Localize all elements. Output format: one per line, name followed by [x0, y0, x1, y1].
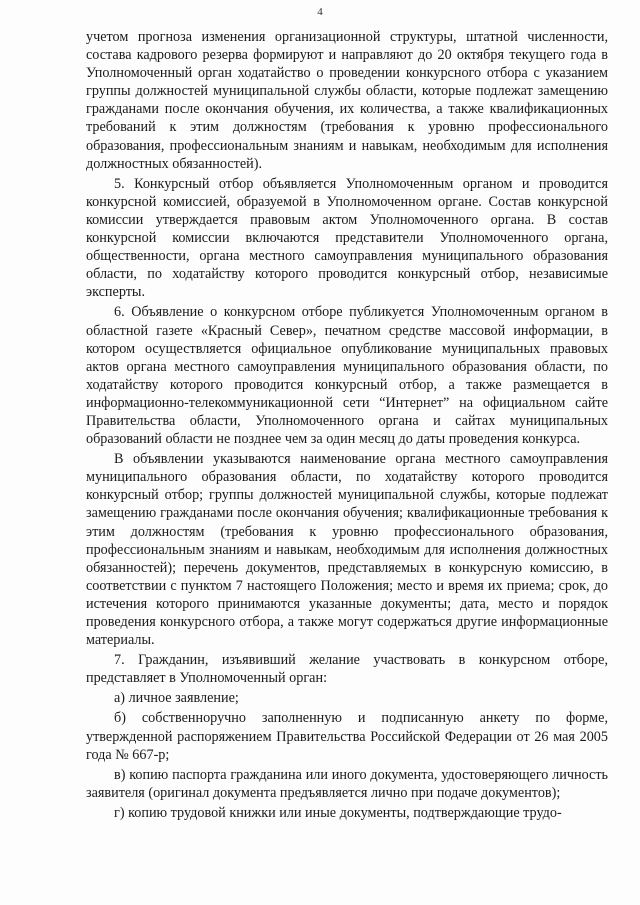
document-body — [86, 28, 608, 822]
list-item-b: б) собственноручно заполненную и подписанную анкету по форме, утвержденной распоряжением Правительства Российской Федерации от 26 мая 2005 года № 667-р; — [86, 710, 608, 763]
list-item-v: в) копию паспорта гражданина или иного документа, удостоверяющего личность заявителя (оригинал документа предъявляется лично при подаче документов); — [86, 766, 608, 801]
paragraph-continuation: учетом прогноза изменения организационной структуры, штатной численности, состава кадрового резерва формируют и направляют до 20 октября текущего года в Уполномоченный орган ходатайство о проведении конкурсного отбора с указанием группы должностей муниципальной службы области, которые подлежат замещению гражданами после окончания обучения, их количества, а также квалификационных требований к этим должностям (требования к уровню профессионального образования, профессиональным знаниям и навыкам, необходимым для исполнения должностных обязанностей). — [86, 29, 608, 172]
paragraph-item-5: 5. Конкурсный отбор объявляется Уполномоченным органом и проводится конкурсной комиссией, образуемой в Уполномоченном органе. Состав конкурсной комиссии утверждается правовым актом Уполномоченного органа. В состав конкурсной комиссии включаются представители Уполномоченного органа, общественности, органа местного самоуправления муниципального образования области, по ходатайству которого проводится конкурсный отбор, независимые эксперты. — [86, 175, 608, 301]
list-item-a: а) личное заявление; — [114, 690, 239, 707]
paragraph-announcement-contents: В объявлении указываются наименование органа местного самоуправления муниципального образования области, по ходатайству которого проводится конкурсный отбор; группы должностей муниципальной службы, которые подлежат замещению гражданами после окончания обучения; квалификационные требования к этим должностям (требования к уровню профессионального образования, профессиональным знаниям и навыкам, необходимым для исполнения должностных обязанностей); перечень документов, представляемых в конкурсную комиссию, в соответствии с пунктом 7 настоящего Положения; место и время их приема; срок, до истечения которого принимаются указанные документы; дата, место и порядок проведения конкурсного отбора, а также могут содержаться другие информационные материалы. — [86, 451, 608, 649]
list-item-g: г) копию трудовой книжки или иные документы, подтверждающие трудо- — [114, 804, 562, 821]
page-number: 4 — [317, 6, 323, 18]
paragraph-item-6: 6. Объявление о конкурсном отборе публикуется Уполномоченным органом в областной газете «Красный Север», печатном средстве массовой информации, в котором осуществляется официальное опубликование муниципальных правовых актов органа местного самоуправления муниципального образования области, по ходатайству которого проводится конкурсный отбор, а также размещается в информационно-телекоммуникационной сети “Интернет” на официальном сайте Правительства области, Уполномоченного органа и сайтах муниципальных образований области не позднее чем за один месяц до даты проведения конкурса. — [86, 304, 608, 448]
paragraph-item-7: 7. Гражданин, изъявивший желание участвовать в конкурсном отборе, представляет в Уполномоченный орган: — [86, 652, 608, 687]
